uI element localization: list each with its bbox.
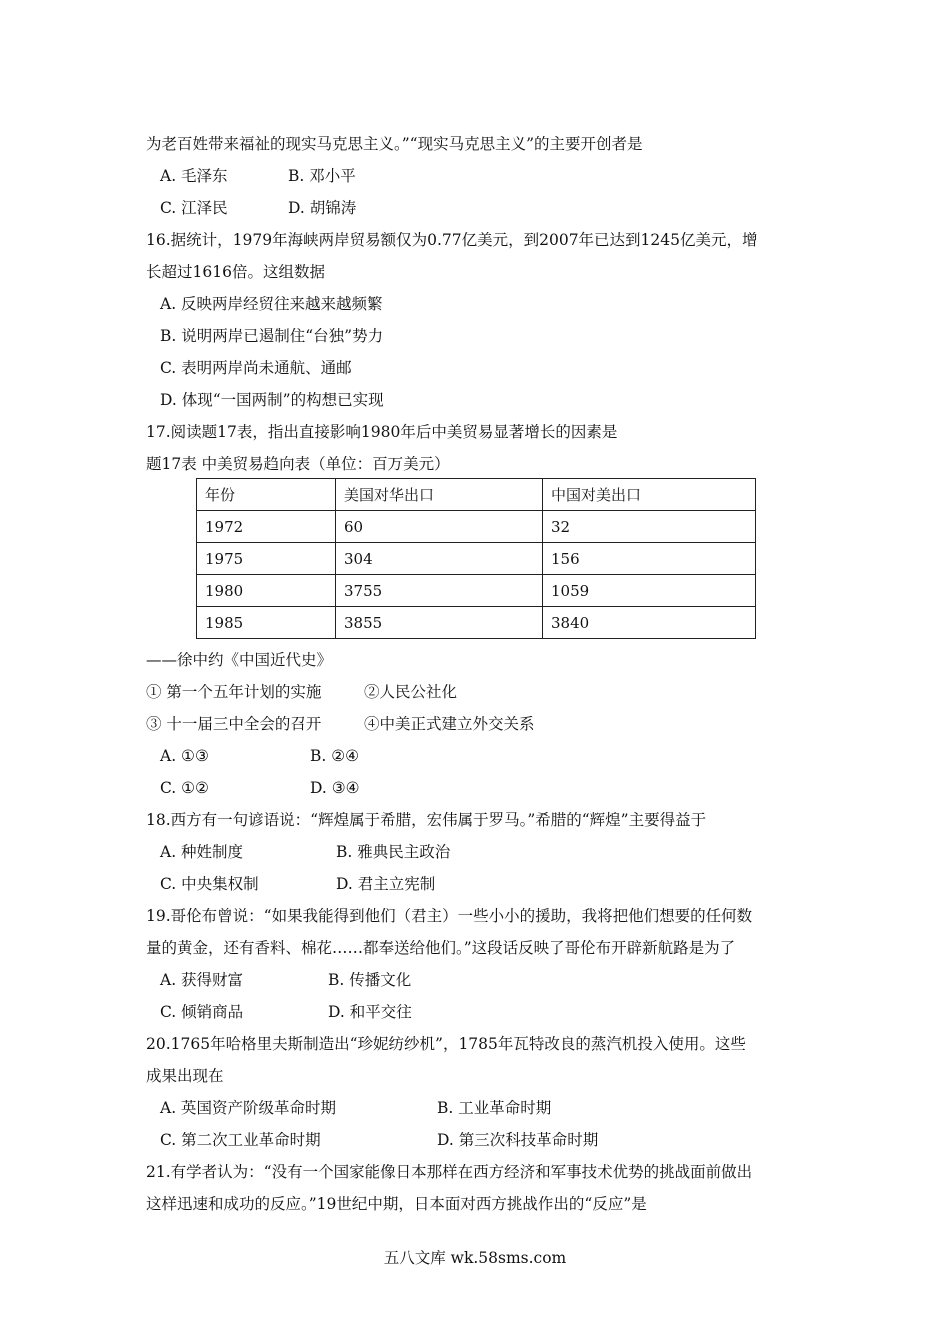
q20-stem-line1: 20.1765年哈格里夫斯制造出“珍妮纺纱机”，1785年瓦特改良的蒸汽机投入使用。这些	[146, 1035, 746, 1053]
q17-item-4: ④中美正式建立外交关系	[364, 715, 535, 733]
q17-option-d[interactable]: D. ③④	[310, 779, 360, 797]
q21-stem-line1: 21.有学者认为：“没有一个国家能像日本那样在西方经济和军事技术优势的挑战面前做出	[146, 1163, 753, 1181]
table-header-us-export: 美国对华出口	[336, 479, 543, 511]
q16-stem-line2: 长超过1616倍。这组数据	[146, 263, 325, 281]
q18-option-a[interactable]: A. 种姓制度	[160, 843, 244, 861]
q15-option-b[interactable]: B. 邓小平	[288, 167, 356, 185]
q16-stem-line1: 16.据统计，1979年海峡两岸贸易额仅为0.77亿美元，到2007年已达到1245亿美元，增	[146, 231, 758, 249]
q17-option-b[interactable]: B. ②④	[310, 747, 360, 765]
q17-option-a[interactable]: A. ①③	[160, 747, 209, 765]
q17-item-2: ②人民公社化	[364, 683, 458, 701]
table-row	[197, 607, 756, 639]
table-cell: 1059	[543, 575, 756, 607]
table-cell: 3840	[543, 607, 756, 639]
q19-option-d[interactable]: D. 和平交往	[328, 1003, 412, 1021]
q18-stem: 18.西方有一句谚语说：“辉煌属于希腊，宏伟属于罗马。”希腊的“辉煌”主要得益于	[146, 811, 707, 829]
q17-item-1: ① 第一个五年计划的实施	[146, 683, 322, 701]
table-cell: 156	[543, 543, 756, 575]
q15-stem: 为老百姓带来福祉的现实马克思主义。”“现实马克思主义”的主要开创者是	[146, 135, 643, 153]
table-cell: 304	[336, 543, 543, 575]
q15-option-c[interactable]: C. 江泽民	[160, 199, 228, 217]
table-row	[197, 575, 756, 607]
q17-stem: 17.阅读题17表，指出直接影响1980年后中美贸易显著增长的因素是	[146, 423, 618, 441]
table-row	[197, 543, 756, 575]
q20-option-b[interactable]: B. 工业革命时期	[437, 1099, 552, 1117]
q20-stem-line2: 成果出现在	[146, 1067, 224, 1085]
q19-stem-line1: 19.哥伦布曾说：“如果我能得到他们（君主）一些小小的援助，我将把他们想要的任何数	[146, 907, 753, 925]
q18-option-c[interactable]: C. 中央集权制	[160, 875, 259, 893]
table-cell: 60	[336, 511, 543, 543]
q18-option-d[interactable]: D. 君主立宪制	[336, 875, 436, 893]
table-cell: 1975	[197, 543, 336, 575]
q19-option-c[interactable]: C. 倾销商品	[160, 1003, 244, 1021]
q16-option-c[interactable]: C. 表明两岸尚未通航、通邮	[160, 359, 352, 377]
q15-option-a[interactable]: A. 毛泽东	[160, 167, 228, 185]
q16-option-a[interactable]: A. 反映两岸经贸往来越来越频繁	[160, 295, 383, 313]
q18-option-b[interactable]: B. 雅典民主政治	[336, 843, 451, 861]
q17-table-caption: 题17表 中美贸易趋向表（单位：百万美元）	[146, 455, 450, 473]
q17-item-3: ③ 十一届三中全会的召开	[146, 715, 322, 733]
table-cell: 1972	[197, 511, 336, 543]
table-header-year: 年份	[197, 479, 336, 511]
table-cell: 3755	[336, 575, 543, 607]
table-cell: 1985	[197, 607, 336, 639]
q19-option-b[interactable]: B. 传播文化	[328, 971, 412, 989]
q21-stem-line2: 这样迅速和成功的反应。”19世纪中期，日本面对西方挑战作出的“反应”是	[146, 1195, 647, 1213]
page-footer: 五八文库 wk.58sms.com	[383, 1249, 567, 1267]
table-cell: 1980	[197, 575, 336, 607]
table-row	[197, 511, 756, 543]
q19-option-a[interactable]: A. 获得财富	[160, 971, 244, 989]
table-header-cn-export: 中国对美出口	[543, 479, 756, 511]
table-header-row	[197, 479, 756, 511]
trade-table	[196, 478, 756, 639]
q20-option-a[interactable]: A. 英国资产阶级革命时期	[160, 1099, 337, 1117]
table-cell: 3855	[336, 607, 543, 639]
q19-stem-line2: 量的黄金，还有香料、棉花……都奉送给他们。”这段话反映了哥伦布开辟新航路是为了	[146, 939, 736, 957]
q20-option-d[interactable]: D. 第三次科技革命时期	[437, 1131, 599, 1149]
q17-option-c[interactable]: C. ①②	[160, 779, 209, 797]
q15-option-d[interactable]: D. 胡锦涛	[288, 199, 357, 217]
q17-source: ——徐中约《中国近代史》	[146, 651, 333, 669]
q16-option-d[interactable]: D. 体现“一国两制”的构想已实现	[160, 391, 384, 409]
q20-option-c[interactable]: C. 第二次工业革命时期	[160, 1131, 321, 1149]
q16-option-b[interactable]: B. 说明两岸已遏制住“台独”势力	[160, 327, 384, 345]
table-cell: 32	[543, 511, 756, 543]
